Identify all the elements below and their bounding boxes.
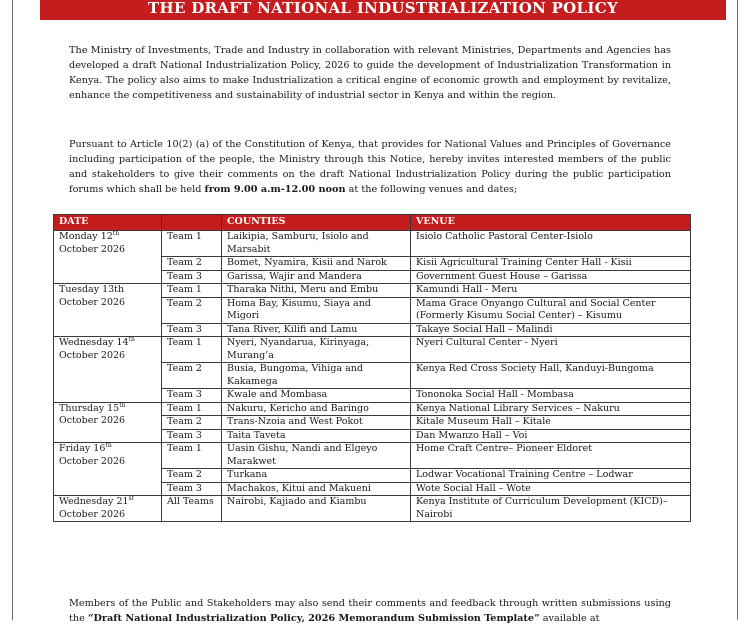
date-month-year: October 2026 (59, 455, 126, 467)
team-cell: Team 2 (162, 416, 222, 430)
team-cell: Team 2 (162, 257, 222, 271)
schedule-body (54, 231, 691, 522)
closing-text-end: available at (539, 613, 600, 624)
document-title: THE DRAFT NATIONAL INDUSTRIALIZATION POLICY (40, 0, 726, 20)
pursuant-text-end: at the following venues and dates; (345, 184, 518, 195)
date-month-year: October 2026 (59, 415, 126, 426)
counties-cell: Homa Bay, Kisumu, Siaya and Migori (222, 297, 411, 323)
table-row (54, 231, 691, 257)
table-row (54, 443, 691, 469)
date-cell (54, 402, 162, 443)
venue-cell: Kitale Museum Hall – Kitale (411, 416, 691, 430)
counties-cell: Turkana (222, 469, 411, 483)
team-cell: Team 1 (162, 402, 222, 416)
date-day: Monday 12 (59, 231, 113, 242)
date-ordinal-suffix: th (119, 401, 126, 409)
team-cell: Team 2 (162, 363, 222, 389)
team-cell: Team 3 (162, 429, 222, 443)
team-cell: Team 2 (162, 297, 222, 323)
counties-cell: Taita Taveta (222, 429, 411, 443)
memorandum-template-name: “Draft National Industrialization Policy, 2026 Memorandum Submission Template” (87, 613, 540, 624)
counties-cell: Machakos, Kitui and Makueni (222, 482, 411, 496)
venue-cell: Government Guest House – Garissa (411, 270, 691, 284)
date-day: Wednesday 21 (59, 496, 129, 507)
team-cell: Team 3 (162, 389, 222, 403)
venue-cell: Tononoka Social Hall - Mombasa (411, 389, 691, 403)
counties-cell: Bomet, Nyamira, Kisii and Narok (222, 257, 411, 271)
date-cell (54, 443, 162, 496)
date-month-year: October 2026 (59, 349, 126, 361)
venue-cell: Kisii Agricultural Training Center Hall - Kisii (411, 257, 691, 271)
table-row (54, 284, 691, 298)
table-row (54, 337, 691, 363)
date-cell (54, 231, 162, 284)
intro-paragraph: The Ministry of Investments, Trade and Industry in collaboration with relevant Ministries, Departments and Agencies has developed a draft National Industrialization Policy, 2026 to guide the development of Industrialization Transformation in Kenya. The policy also aims to make Industrialization a critical engine of economic growth and employment by revitalize, enhance the competitiveness and sustainability of industrial sector in Kenya and within the region. (69, 45, 671, 101)
counties-cell: Nyeri, Nyandarua, Kirinyaga, Murang’a (222, 337, 411, 363)
closing-text-start: Members of the Public and Stakeholders may also send their comments and feedback through written submissions using the (69, 598, 671, 624)
table-row (54, 496, 691, 522)
venue-cell: Takaye Social Hall – Malindi (411, 323, 691, 337)
date-cell (54, 496, 162, 522)
venue-cell: Lodwar Vocational Training Centre – Lodwar (411, 469, 691, 483)
team-cell: Team 3 (162, 482, 222, 496)
counties-cell: Laikipia, Samburu, Isiolo and Marsabit (222, 231, 411, 257)
venue-cell: Kenya National Library Services – Nakuru (411, 402, 691, 416)
header-venue: VENUE (411, 215, 691, 231)
date-ordinal-suffix: st (128, 494, 135, 502)
venue-cell: Isiolo Catholic Pastoral Center-Isiolo (411, 231, 691, 257)
header-counties: COUNTIES (222, 215, 411, 231)
page-border-left (12, 0, 13, 620)
table-row (54, 402, 691, 416)
team-cell: Team 2 (162, 469, 222, 483)
counties-cell: Garissa, Wajir and Mandera (222, 270, 411, 284)
venue-cell: Kenya Institute of Curriculum Development (KICD)– Nairobi (411, 496, 691, 522)
header-date: DATE (54, 215, 162, 231)
date-ordinal-suffix: th (112, 229, 120, 237)
date-day: Thursday 15 (59, 402, 120, 414)
team-cell: Team 1 (162, 337, 222, 363)
venue-cell: Wote Social Hall – Wote (411, 482, 691, 496)
date-day: Tuesday 13th (59, 284, 125, 295)
table-header-row (54, 215, 691, 231)
counties-cell: Busia, Bungoma, Vihiga and Kakamega (222, 363, 411, 389)
pursuant-text-start: Pursuant to Article 10(2) (a) of the Constitution of Kenya, that provides for National Values and Principles of Governance including participation of the people, the Ministry through this Notice, hereby invites interested members of the public and stakeholders to give their comments on the draft National Industrialization Policy during the public participation forums which shall be held (69, 139, 671, 195)
session-time: from 9.00 a.m-12.00 noon (204, 184, 346, 195)
date-day: Wednesday 14 (59, 337, 129, 348)
counties-cell: Nakuru, Kericho and Baringo (222, 402, 411, 416)
counties-cell: Kwale and Mombasa (222, 389, 411, 403)
date-ordinal-suffix: th (105, 441, 112, 449)
venue-cell: Nyeri Cultural Center - Nyeri (411, 337, 691, 363)
venue-cell: Mama Grace Onyango Cultural and Social Center (Formerly Kisumu Social Center) – Kisumu (411, 297, 691, 323)
team-cell: Team 1 (162, 443, 222, 469)
date-month-year: October 2026 (59, 296, 126, 308)
date-month-year: October 2026 (59, 508, 126, 520)
closing-paragraph (69, 596, 671, 626)
pursuant-paragraph (69, 137, 671, 197)
date-day: Friday 16 (59, 443, 106, 454)
date-cell (54, 337, 162, 403)
counties-cell: Uasin Gishu, Nandi and Elgeyo Marakwet (222, 443, 411, 469)
venue-cell: Kamundi Hall - Meru (411, 284, 691, 298)
team-cell: Team 1 (162, 284, 222, 298)
date-month-year: October 2026 (59, 243, 126, 255)
venue-cell: Home Craft Centre– Pioneer Eldoret (411, 443, 691, 469)
team-cell: All Teams (162, 496, 222, 522)
header-team (162, 215, 222, 231)
page-border-right (737, 0, 738, 620)
counties-cell: Nairobi, Kajiado and Kiambu (222, 496, 411, 522)
team-cell: Team 3 (162, 323, 222, 337)
venue-cell: Dan Mwanzo Hall – Voi (411, 429, 691, 443)
team-cell: Team 1 (162, 231, 222, 257)
counties-cell: Tharaka Nithi, Meru and Embu (222, 284, 411, 298)
team-cell: Team 3 (162, 270, 222, 284)
date-cell (54, 284, 162, 337)
counties-cell: Trans-Nzoia and West Pokot (222, 416, 411, 430)
date-ordinal-suffix: th (128, 335, 135, 343)
counties-cell: Tana River, Kilifi and Lamu (222, 323, 411, 337)
schedule-table (53, 214, 691, 522)
venue-cell: Kenya Red Cross Society Hall, Kanduyi-Bungoma (411, 363, 691, 389)
